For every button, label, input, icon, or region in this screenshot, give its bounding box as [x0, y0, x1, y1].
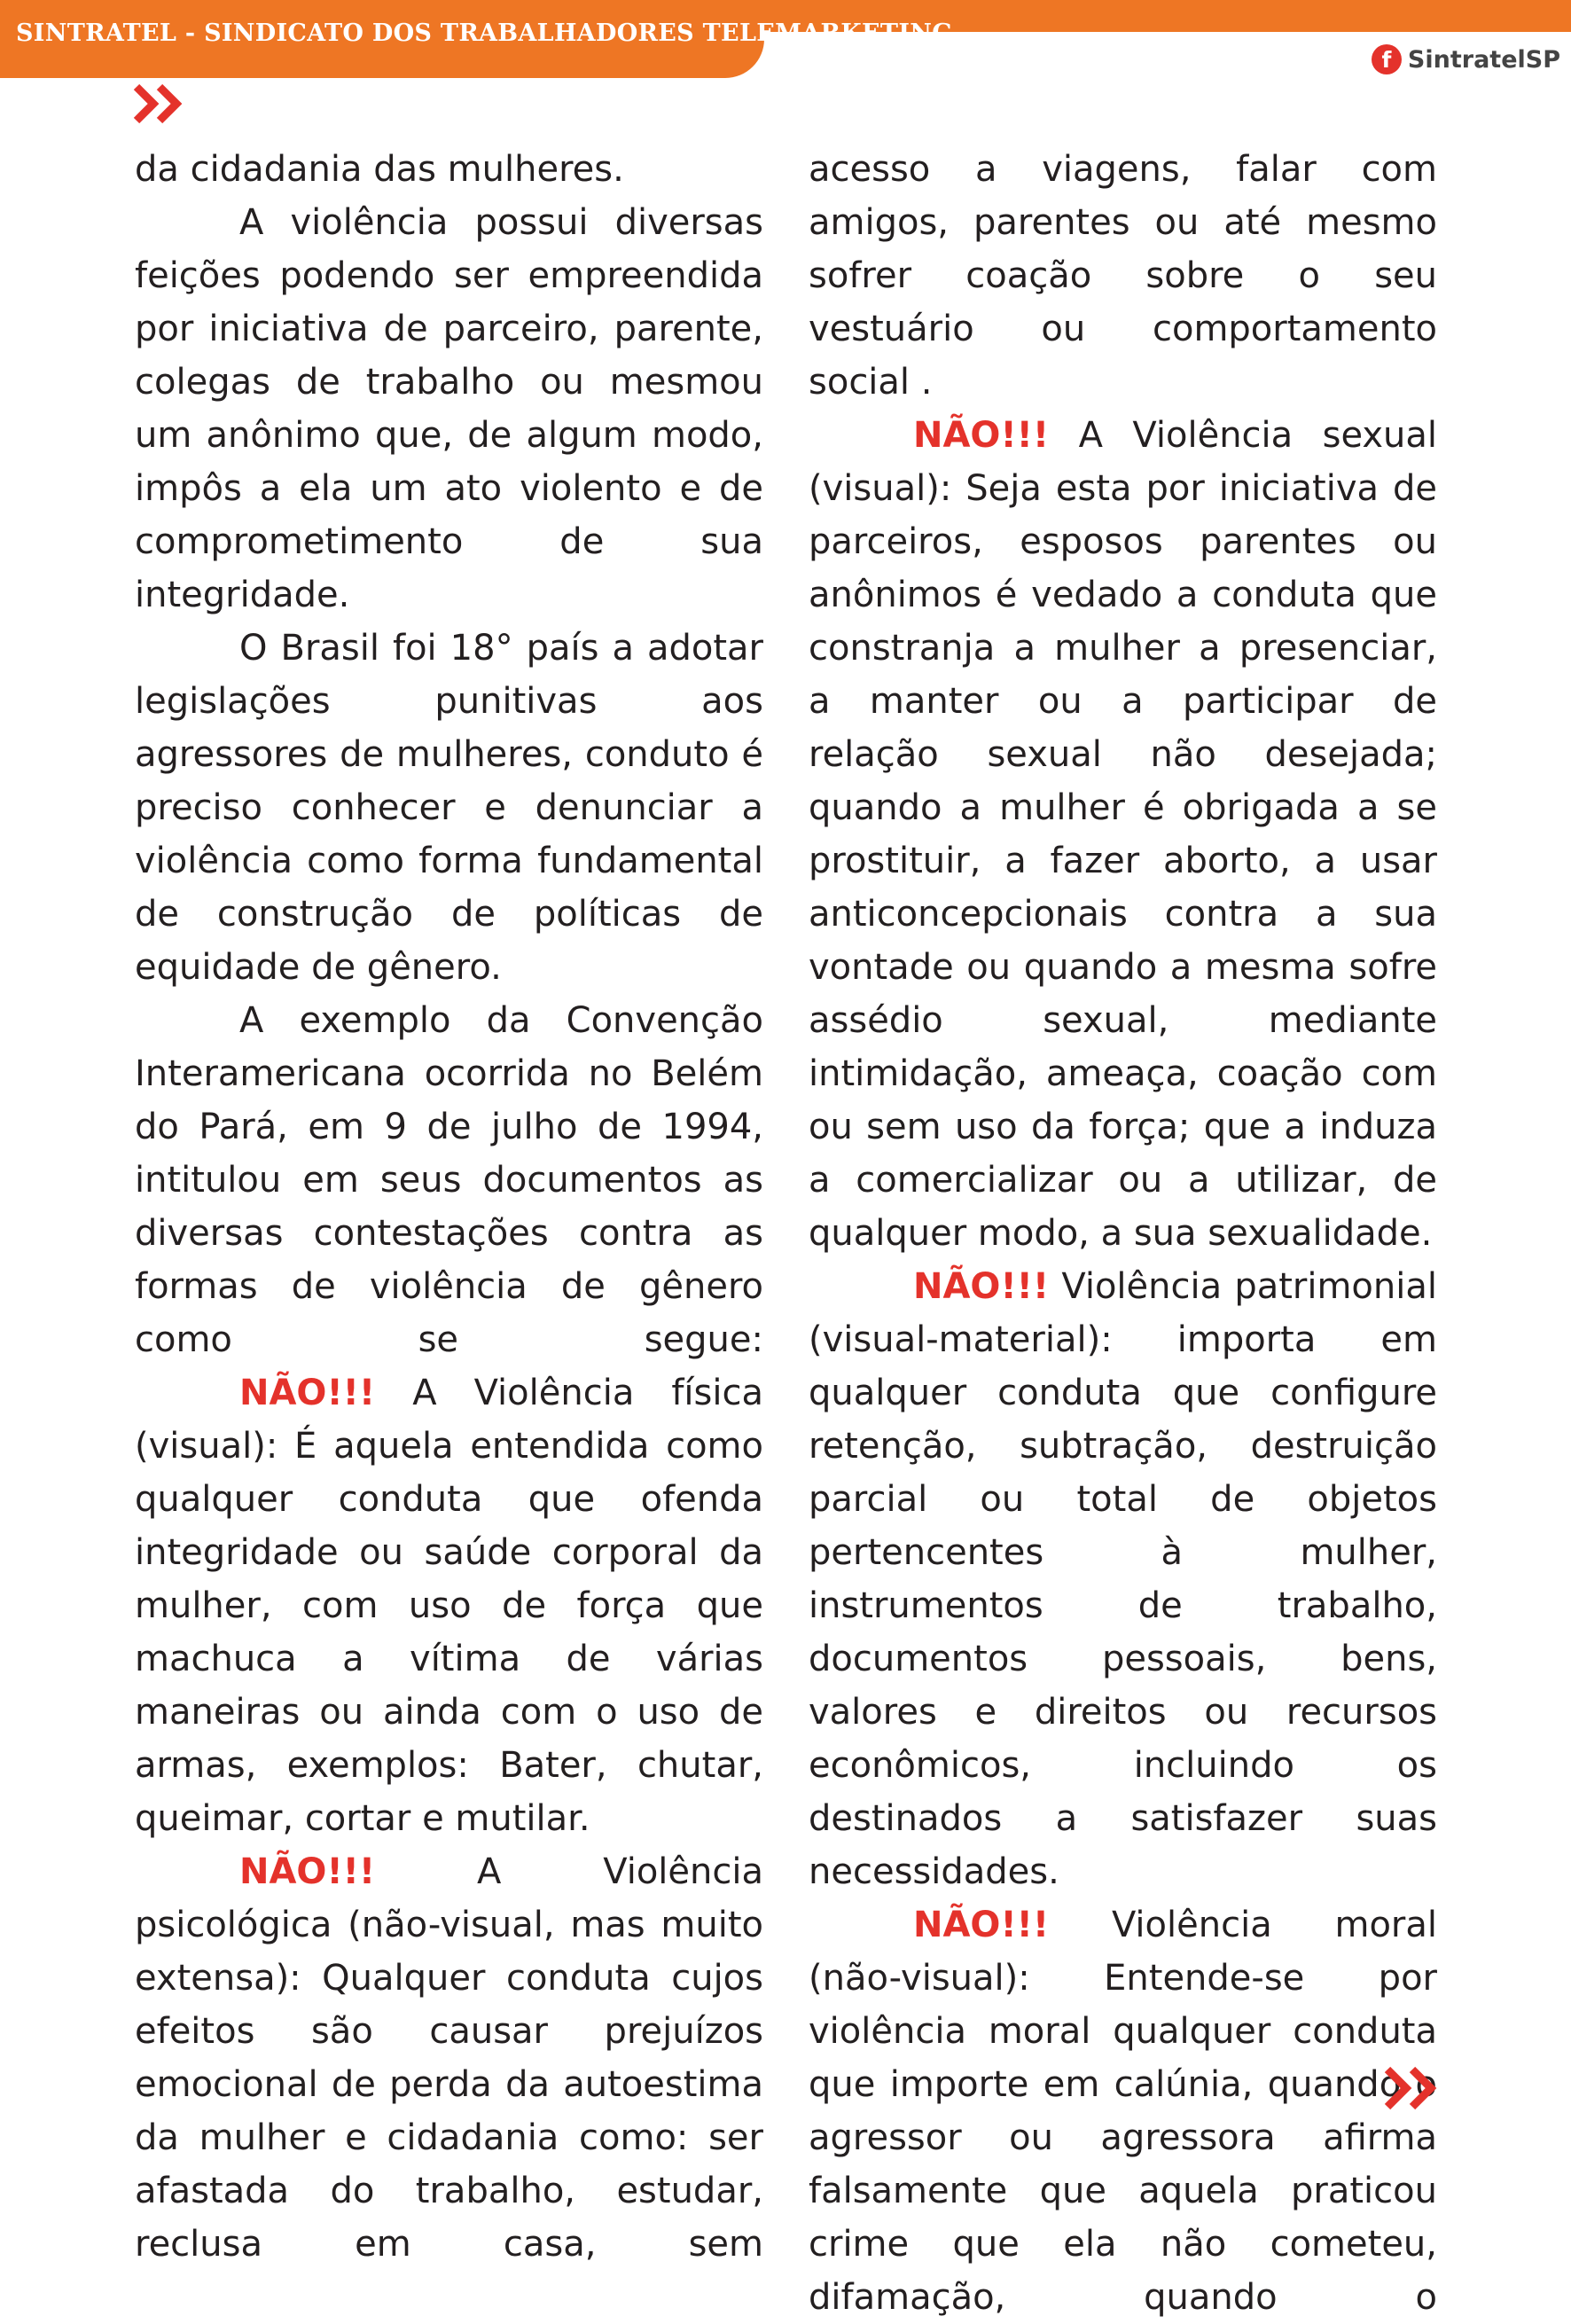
paragraph: [809, 1898, 1437, 2324]
paragraph-text: da cidadania das mulheres.: [135, 149, 624, 190]
paragraph-text: Violência moral (não-visual): Entende-se por violência moral qualquer conduta que importe em calúnia, quando o agressor ou agressora afirma falsamente que aquela praticou crime que ela não cometeu, difamação, quando o: [809, 1905, 1437, 2318]
social-link[interactable]: [1372, 44, 1560, 74]
paragraph: [135, 196, 763, 622]
paragraph-text: A Violência sexual (visual): Seja esta por iniciativa de parceiros, esposos parentes ou anônimos é vedado a conduta que constranja a mulher a presenciar, a manter ou a participar de relação sexual não desejada; quando a mulher é obrigada a se prostituir, a fazer aborto, a usar anticoncepcionais contra a sua vontade ou quando a mesma sofre assédio sexual, mediante intimidação, ameaça, coação com ou sem uso da força; que a induza a comercializar ou a utilizar, de qualquer modo, a sua sexualidade.: [809, 415, 1437, 1254]
paragraph-text: O Brasil foi 18° país a adotar legislações punitivas aos agressores de mulheres, conduto é preciso conhecer e denunciar a violência como forma fundamental de construção de políticas de equidade de gênero.: [135, 628, 763, 988]
left-column: [135, 143, 763, 2271]
paragraph: [135, 622, 763, 994]
paragraph: [135, 143, 763, 196]
paragraph: [809, 143, 1437, 409]
double-chevron-right-icon: [131, 82, 186, 126]
paragraph-text: Violência patrimonial (visual-material): importa em qualquer conduta que configure retenção, subtração, destruição parcial ou total de objetos pertencentes à mulher, instrumentos de trabalho, documentos pessoais, bens, valores e direitos ou recursos econômicos, incluindo os destinados a satisfazer suas necessidades.: [809, 1266, 1437, 1892]
header-tab: [0, 0, 953, 78]
paragraph: [809, 409, 1437, 1260]
facebook-icon: [1372, 44, 1402, 74]
right-column: [809, 143, 1437, 2324]
nao-label: NÃO!!!: [239, 1851, 376, 1892]
paragraph-text: A Violência física (visual): É aquela entendida como qualquer conduta que ofenda integridade ou saúde corporal da mulher, com uso de força que machuca a vítima de várias maneiras ou ainda com o uso de armas, exemplos: Bater, chutar, queimar, cortar e mutilar.: [135, 1373, 763, 1839]
nao-label: NÃO!!!: [913, 415, 1050, 456]
facebook-icon-glyph: f: [1381, 47, 1392, 73]
paragraph: [809, 1260, 1437, 1898]
paragraph-text: A exemplo da Convenção Interamericana ocorrida no Belém do Pará, em 9 de julho de 1994, intitulou em seus documentos as diversas contestações contra as formas de violência de gênero como se segue:: [135, 1000, 763, 1360]
paragraph: [135, 1845, 763, 2271]
social-handle: SintratelSP: [1407, 45, 1560, 74]
paragraph: [135, 1366, 763, 1845]
paragraph: [135, 994, 763, 1366]
header-title: SINTRATEL - SINDICATO DOS TRABALHADORES TELEMARKETING: [16, 20, 953, 47]
paragraph-text: A Violência psicológica (não-visual, mas muito extensa): Qualquer conduta cujos efeitos são causar prejuízos emocional de perda da autoestima da mulher e cidadania como: ser afastada do trabalho, estudar, reclusa em casa, sem: [135, 1851, 763, 2265]
double-chevron-right-icon[interactable]: [1382, 2064, 1441, 2112]
nao-label: NÃO!!!: [913, 1266, 1050, 1307]
nao-label: NÃO!!!: [913, 1905, 1050, 1945]
paragraph-text: A violência possui diversas feições podendo ser empreendida por iniciativa de parceiro, parente, colegas de trabalho ou mesmou um anônimo que, de algum modo, impôs a ela um ato violento e de comprometimento de sua integridade.: [135, 202, 763, 615]
nao-label: NÃO!!!: [239, 1373, 376, 1413]
paragraph-text: acesso a viagens, falar com amigos, parentes ou até mesmo sofrer coação sobre o seu vestuário ou comportamento social .: [809, 149, 1437, 403]
